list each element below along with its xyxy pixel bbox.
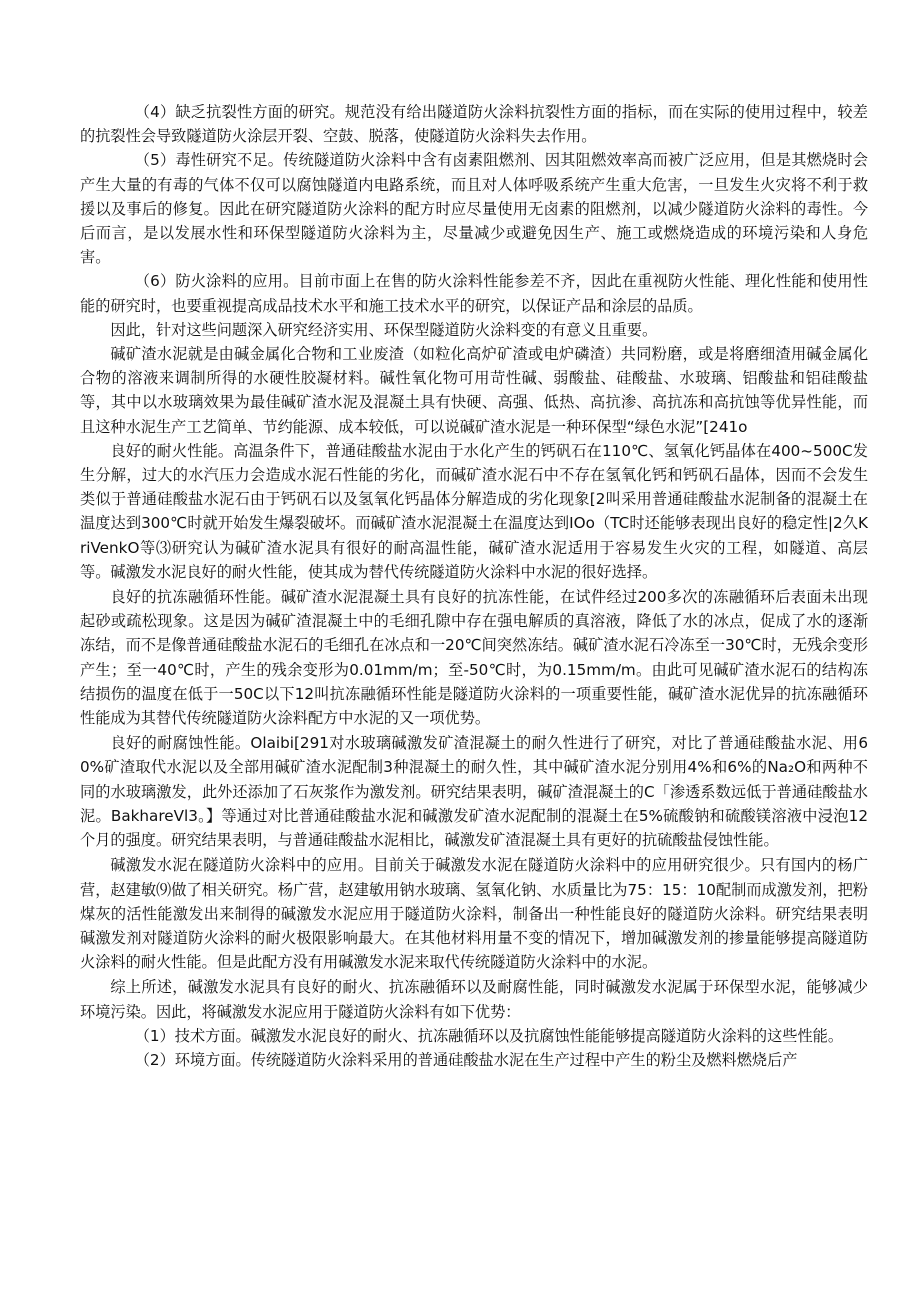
- paragraph-lack-of-crack-resistance: （4）缺乏抗裂性方面的研究。规范没有给出隧道防火涂料抗裂性方面的指标，而在实际的使用过程中，较差的抗裂性会导致隧道防火涂层开裂、空鼓、脱落，使隧道防火涂料失去作用。: [80, 103, 868, 146]
- paragraph-conclusion-significance: 因此，针对这些问题深入研究经济实用、环保型隧道防火涂料变的有意义且重要。: [110, 320, 658, 339]
- paragraph-alkali-slag-cement-definition: 碱矿渣水泥就是由碱金属化合物和工业废渣（如粒化高炉矿渣或电炉磷渣）共同粉磨，或是将磨细渣用碱金属化合物的溶液来调制所得的水硬性胶凝材料。碱性氧化物可用苛性碱、弱酸盐、硅酸盐、水玻璃、铝酸盐和铝硅酸盐等，其中以水玻璃效果为最佳碱矿渣水泥及混凝土具有快硬、高强、低热、高抗渗、高抗冻和高抗蚀等优异性能，而且这种水泥生产工艺简单、节约能源、成本较低，可以说碱矿渣水泥是一种环保型“绿色水泥”[241o: [80, 345, 868, 436]
- paragraph-application-in-coatings: 碱激发水泥在隧道防火涂料中的应用。目前关于碱激发水泥在隧道防火涂料中的应用研究很少。只有国内的杨广营，赵建敏⑼做了相关研究。杨广营，赵建敏用钠水玻璃、氢氧化钠、水质量比为75：15：10配制而成激发剂，把粉煤灰的活性能激发出来制得的碱激发水泥应用于隧道防火涂料，制备出一种性能良好的隧道防火涂料。研究结果表明碱激发剂对隧道防火涂料的耐火极限影响最大。在其他材料用量不变的情况下，增加碱激发剂的掺量能够提高隧道防火涂料的耐火性能。但是此配方没有用碱激发水泥来取代传统隧道防火涂料中的水泥。: [80, 856, 868, 972]
- paragraph-environmental-advantage: （2）环境方面。传统隧道防火涂料采用的普通硅酸盐水泥在生产过程中产生的粉尘及燃料燃烧后产: [134, 1050, 798, 1069]
- paragraph-toxicity: （5）毒性研究不足。传统隧道防火涂料中含有卤素阻燃剂、因其阻燃效率高而被广泛应用，但是其燃烧时会产生大量的有毒的气体不仅可以腐蚀隧道内电路系统，而且对人体呼吸系统产生重大危害，一旦发生火灾将不利于救援以及事后的修复。因此在研究隧道防火涂料的配方时应尽量使用无卤素的阻燃剂，以减少隧道防火涂料的毒性。今后而言，是以发展水性和环保型隧道防火涂料为主，尽量减少或避免因生产、施工或燃烧造成的环境污染和人身危害。: [80, 151, 868, 267]
- paragraph-freeze-thaw-resistance: 良好的抗冻融循环性能。碱矿渣水泥混凝土具有良好的抗冻性能，在试件经过200多次的冻融循环后表面未出现起砂或疏松现象。这是因为碱矿渣混凝土中的毛细孔隙中存在强电解质的真溶液，降低了水的冰点，促成了水的逐渐冻结，而不是像普通硅酸盐水泥石的毛细孔在冰点和一20℃间突然冻结。碱矿渣水泥石冷冻至一30℃时，无残余变形产生；至一40℃时，产生的残余变形为0.01mm/m；至-50℃时，为0.15mm/m。由此可见碱矿渣水泥石的结构冻结损伤的温度在低于一50C以下12叫抗冻融循环性能是隧道防火涂料的一项重要性能，碱矿渣水泥优异的抗冻融循环性能成为其替代传统隧道防火涂料配方中水泥的又一项优势。: [80, 588, 868, 728]
- paragraph-fire-resistance: 良好的耐火性能。高温条件下，普通硅酸盐水泥由于水化产生的钙矾石在110℃、氢氧化钙晶体在400~500C发生分解，过大的水汽压力会造成水泥石性能的劣化，而碱矿渣水泥石中不存在氢氧化钙和钙矾石晶体，因而不会发生类似于普通硅酸盐水泥石由于钙矾石以及氢氧化钙晶体分解造成的劣化现象[2叫采用普通硅酸盐水泥制备的混凝土在温度达到300℃时就开始发生爆裂破坏。而碱矿渣水泥混凝土在温度达到IOo（TC时还能够表现出良好的稳定性|2久KriVenkO等⑶研究认为碱矿渣水泥具有很好的耐高温性能，碱矿渣水泥适用于容易发生火灾的工程，如隧道、高层等。碱激发水泥良好的耐火性能，使其成为替代传统隧道防火涂料中水泥的很好选择。: [80, 441, 868, 581]
- paragraph-summary: 综上所述，碱激发水泥具有良好的耐火、抗冻融循环以及耐腐性能，同时碱激发水泥属于环保型水泥，能够减少环境污染。因此，将碱激发水泥应用于隧道防火涂料有如下优势：: [80, 978, 868, 1021]
- paragraph-corrosion-resistance: 良好的耐腐蚀性能。Olaibi[291对水玻璃碱激发矿渣混凝土的耐久性进行了研究，对比了普通硅酸盐水泥、用60%矿渣取代水泥以及全部用碱矿渣水泥配制3种混凝土的耐久性，其中碱矿渣水泥分别用4%和6%的Na₂O和两种不同的水玻璃激发，此外还添加了石灰浆作为激发剂。研究结果表明，碱矿渣混凝土的C「渗透系数远低于普通硅酸盐水泥。BakhareVl3。】等通过对比普通硅酸盐水泥和碱激发矿渣水泥配制的混凝土在5%硫酸钠和硫酸镁溶液中浸泡12个月的强度。研究结果表明，与普通硅酸盐水泥相比，碱激发矿渣混凝土具有更好的抗硫酸盐侵蚀性能。: [80, 734, 868, 850]
- paragraph-technical-advantage: （1）技术方面。碱激发水泥良好的耐火、抗冻融循环以及抗腐蚀性能能够提高隧道防火涂料的这些性能。: [134, 1026, 844, 1045]
- paragraph-fireproof-coating-application: （6）防火涂料的应用。目前市面上在售的防火涂料性能参差不齐，因此在重视防火性能、理化性能和使用性能的研究时，也要重视提高成品技术水平和施工技术水平的研究，以保证产品和涂层的品质。: [80, 272, 868, 315]
